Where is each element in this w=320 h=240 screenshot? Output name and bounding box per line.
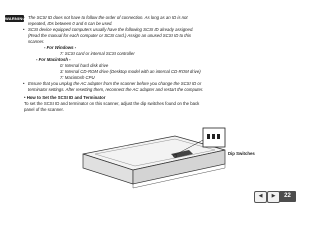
dip-switches-label: Dip Switches — [228, 151, 255, 156]
note-line-6: • Ensure that you unplug the AC adapter from the scanner before you change the SCSI ID or — [28, 81, 201, 87]
section-heading: • How to Set the SCSI ID and Terminator — [24, 95, 106, 100]
scanner-illustration — [75, 114, 240, 192]
mac-item-3: 7: Macintosh CPU — [60, 75, 95, 80]
mac-heading: - For Macintosh - — [36, 57, 71, 62]
note-line-4: (Read the manual for each computer or SCSI card.) Assign an unused SCSI ID to this — [28, 33, 191, 38]
note-line-2: repeated, IDs between 0 and 6 can be used. — [28, 21, 113, 26]
windows-item: 7: SCSI card or internal SCSI controller — [60, 51, 135, 56]
previous-page-button[interactable] — [254, 191, 267, 203]
note-line-5: scanner. — [28, 39, 45, 44]
mac-item-2: 3: Internal CD-ROM drive (Desktop model with an internal CD-ROM drive) — [60, 69, 201, 74]
note-line-1: • The SCSI ID does not have to follow the order of connection. As long as an ID is not — [28, 15, 188, 21]
mac-item-1: 0: Internal hard disk drive — [60, 63, 109, 68]
arrow-right-icon: ▶ — [271, 193, 276, 200]
windows-heading: - For Windows - — [44, 45, 77, 50]
note-line-7: terminator settings. After resetting them, reconnect the AC adapter and restart the computer. — [28, 87, 204, 92]
note-line-3: • SCSI device equipped computers usually have the following SCSI ID already assigned. — [28, 27, 194, 33]
warning-badge: WARNING — [5, 16, 26, 21]
page-number: 22 — [279, 191, 296, 202]
section-body-1: To set the SCSI ID and terminator on this scanner, adjust the dip switches found on the back — [24, 101, 200, 106]
arrow-left-icon: ◀ — [258, 193, 263, 200]
section-body-2: panel of the scanner. — [24, 107, 64, 112]
